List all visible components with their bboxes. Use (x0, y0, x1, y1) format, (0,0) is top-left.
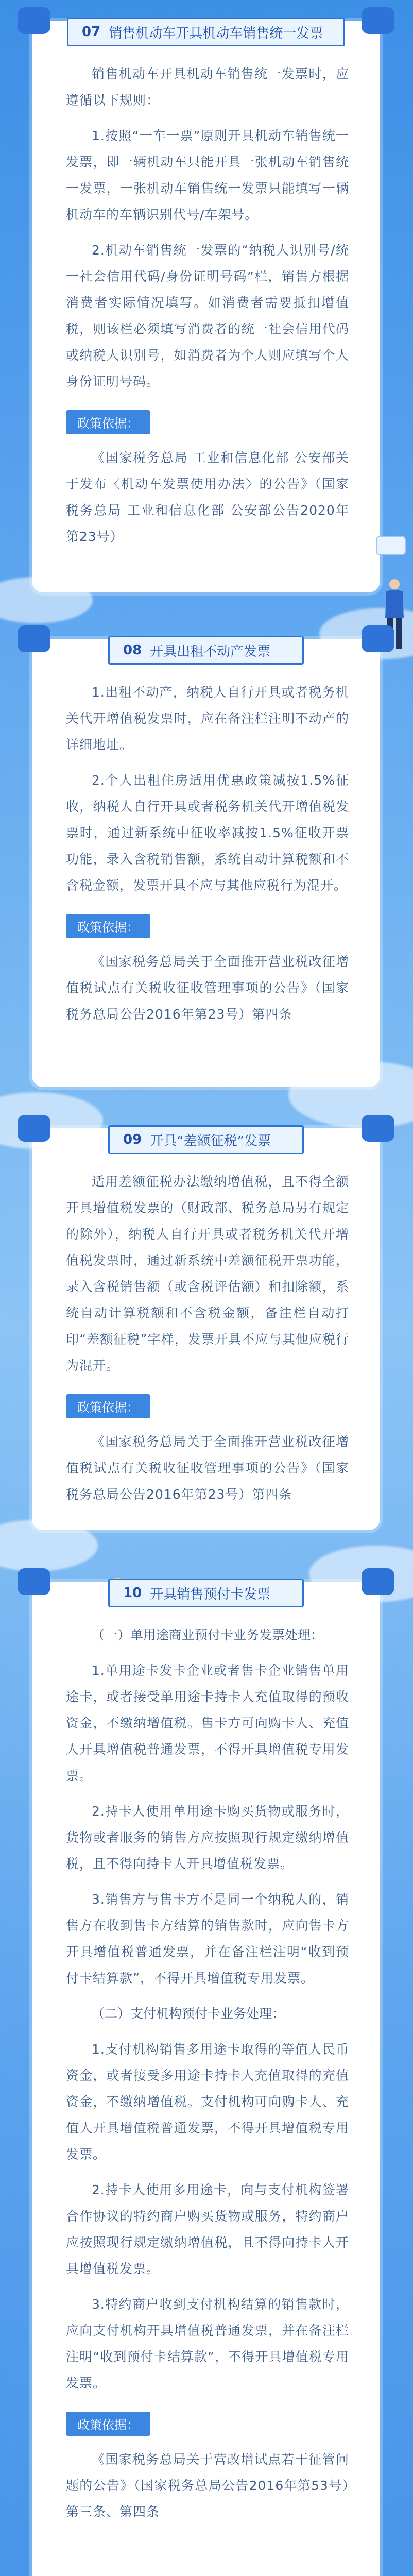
pin-left-decoration (18, 1115, 50, 1142)
section-number: 09 (123, 1132, 142, 1147)
section-title: 开具出租不动产发票 (150, 643, 271, 659)
phone-icon (376, 536, 406, 555)
subsection-heading: （一）单用途商业预付卡业务发票处理： (92, 1628, 324, 1642)
policy-label: 政策依据： (66, 410, 150, 434)
paragraph: 销售机动车开具机动车销售统一发票时，应遵循以下规则： (66, 66, 349, 108)
section-title: 销售机动车开具机动车销售统一发票 (109, 25, 323, 41)
policy-text: 《国家税务总局 工业和信息化部 公安部关于发布〈机动车发票使用办法〉的公告》（国家税务总局 工业和信息化部 公安部公告2020年第23号） (66, 450, 349, 544)
paragraph: 2.持卡人使用多用途卡，向与支付机构签署合作协议的特约商户购买货物或服务，特约商户应按照现行规定缴纳增值税，且不得向持卡人开具增值税发票。 (66, 2182, 349, 2276)
policy-text: 《国家税务总局关于全面推开营业税改征增值税试点有关税收征收管理事项的公告》（国家税务总局公告2016年第23号）第四条 (66, 954, 349, 1022)
section-07-card (32, 21, 380, 592)
policy-label: 政策依据： (66, 914, 150, 938)
section-title: 开具销售预付卡发票 (150, 1586, 271, 1602)
policy-text: 《国家税务总局关于营改增试点若干征管问题的公告》（国家税务总局公告2016年第53号）第三条、第四条 (66, 2452, 349, 2519)
section-number: 10 (123, 1585, 142, 1601)
pin-left-decoration (18, 7, 50, 34)
pin-right-decoration (362, 625, 394, 652)
section-title: 开具“差额征税”发票 (150, 1133, 271, 1149)
section-08-header (108, 636, 304, 665)
policy-label: 政策依据： (66, 2412, 150, 2436)
pin-right-decoration (362, 7, 394, 34)
paragraph: 适用差额征税办法缴纳增值税，且不得全额开具增值税发票的（财政部、税务总局另有规定的除外），纳税人自行开具或者税务机关代开增值税发票时，通过新系统中差额征税开票功能，录入含税销售额（或含税评估额）和扣除额，系统自动计算税额和不含税金额，备注栏自动打印“差额征税”字样，发票开具不应与其他应税行为混开。 (66, 1174, 349, 1373)
section-10-header (108, 1579, 304, 1607)
section-number: 07 (82, 24, 101, 40)
paragraph: 1.支付机构销售多用途卡取得的等值人民币资金，或者接受多用途卡持卡人充值取得的充值资金，不缴纳增值税。支付机构可向购卡人、充值人开具增值税普通发票，不得开具增值税专用发票。 (66, 2042, 349, 2162)
section-10-card (32, 1582, 380, 2576)
pin-right-decoration (362, 1568, 394, 1595)
section-09-card (32, 1128, 380, 1530)
paragraph: 3.销售方与售卡方不是同一个纳税人的，销售方在收到售卡方结算的销售款时，应向售卡方开具增值税普通发票，并在备注栏注明“收到预付卡结算款”，不得开具增值税专用发票。 (66, 1892, 349, 1986)
policy-text: 《国家税务总局关于全面推开营业税改征增值税试点有关税收征收管理事项的公告》（国家税务总局公告2016年第23号）第四条 (66, 1434, 349, 1502)
pin-right-decoration (362, 1115, 394, 1142)
paragraph: 1.按照“一车一票”原则开具机动车销售统一发票，即一辆机动车只能开具一张机动车销售统一发票，一张机动车销售统一发票只能填写一辆机动车的车辆识别代号/车架号。 (66, 128, 349, 222)
paragraph: 2.持卡人使用单用途卡购买货物或服务时，货物或者服务的销售方应按照现行规定缴纳增值税，且不得向持卡人开具增值税发票。 (66, 1804, 349, 1871)
paragraph: 2.个人出租住房适用优惠政策减按1.5%征收，纳税人自行开具或者税务机关代开增值税发票时，通过新系统中征收率减按1.5%征收开票功能，录入含税销售额，系统自动计算税额和不含税金额，发票开具不应与其他应税行为混开。 (66, 773, 349, 893)
section-07-header (67, 18, 345, 46)
paragraph: 3.特约商户收到支付机构结算的销售款时，应向支付机构开具增值税普通发票，并在备注栏注明“收到预付卡结算款”，不得开具增值税专用发票。 (66, 2297, 349, 2391)
paragraph: 1.单用途卡发卡企业或者售卡企业销售单用途卡，或者接受单用途卡持卡人充值取得的预收资金，不缴纳增值税。售卡方可向购卡人、充值人开具增值税普通发票，不得开具增值税专用发票。 (66, 1663, 349, 1783)
section-09-header (108, 1125, 304, 1154)
pin-left-decoration (18, 1568, 50, 1595)
pin-left-decoration (18, 625, 50, 652)
section-08-card (32, 639, 380, 1087)
subsection-heading: （二）支付机构预付卡业务处理： (92, 2006, 285, 2021)
paragraph: 1.出租不动产，纳税人自行开具或者税务机关代开增值税发票时，应在备注栏注明不动产的详细地址。 (66, 685, 349, 752)
section-number: 08 (123, 642, 142, 658)
policy-label: 政策依据： (66, 1394, 150, 1418)
paragraph: 2.机动车销售统一发票的“纳税人识别号/统一社会信用代码/身份证明号码”栏，销售方根据消费者实际情况填写。如消费者需要抵扣增值税，则该栏必须填写消费者的统一社会信用代码或纳税人识别号，如消费者为个人则应填写个人身份证明号码。 (66, 243, 349, 389)
